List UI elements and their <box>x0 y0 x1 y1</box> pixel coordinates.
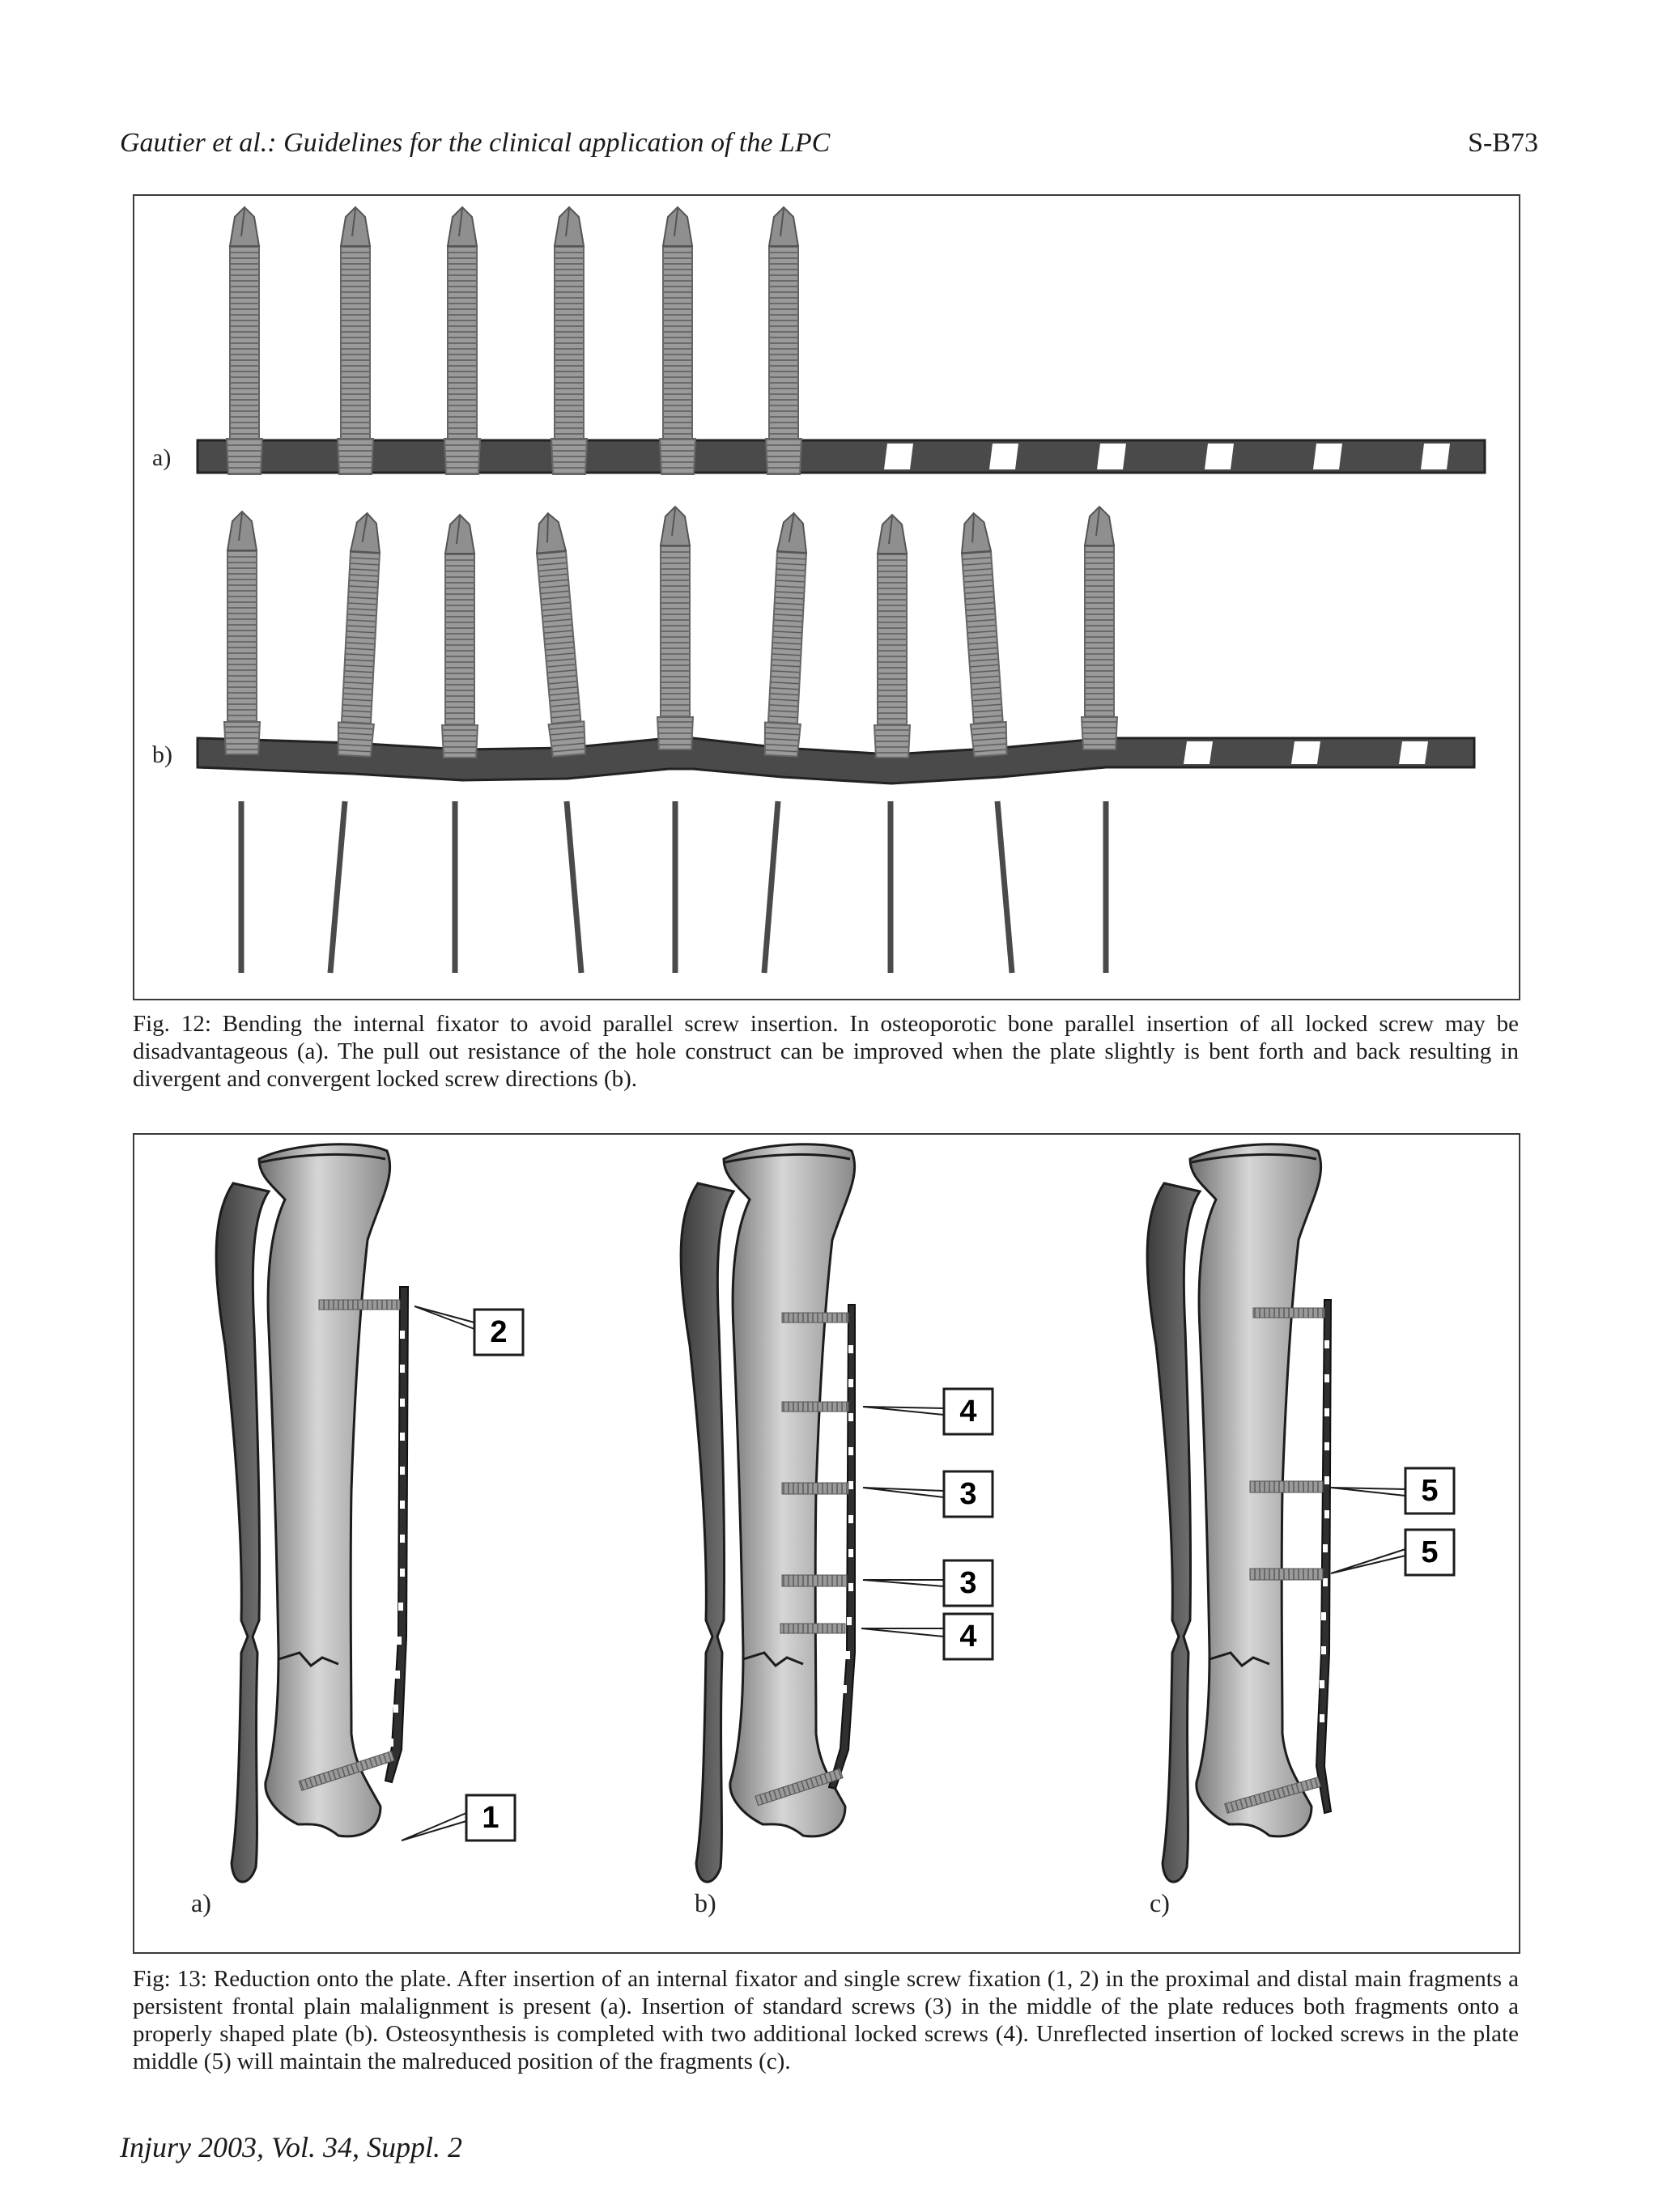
panel-a-label: a) <box>152 444 172 471</box>
callout-2-a <box>414 1306 523 1355</box>
svg-text:1: 1 <box>482 1801 500 1835</box>
plate-straight <box>198 440 1485 473</box>
figure-13 <box>133 1133 1520 1954</box>
callout-5-c-top <box>1331 1468 1454 1514</box>
plate-bent <box>198 738 1474 783</box>
svg-text:4: 4 <box>959 1395 977 1429</box>
divergent-screws-b <box>224 507 1117 758</box>
plate-b <box>829 1305 855 1789</box>
running-title: Gautier et al.: Guidelines for the clinical application of the LPC <box>120 128 831 158</box>
callout-3-b-top <box>863 1471 993 1517</box>
panel-a-label: a) <box>191 1888 211 1917</box>
callout-1-a <box>402 1795 515 1841</box>
panel-b-label: b) <box>695 1888 716 1917</box>
panel-c-leg <box>1147 1144 1331 1882</box>
figure-12 <box>133 194 1520 1000</box>
panel-c-label: c) <box>1150 1888 1170 1917</box>
panel-b-leg <box>681 1144 855 1882</box>
svg-text:5: 5 <box>1421 1535 1439 1569</box>
screw-direction-lines <box>241 801 1106 973</box>
page-number: S-B73 <box>1468 128 1538 158</box>
svg-text:4: 4 <box>959 1620 977 1654</box>
figure-12-illustration <box>134 196 1519 999</box>
panel-a-leg <box>216 1144 408 1882</box>
callout-5-c-bottom <box>1331 1530 1454 1575</box>
figure-13-caption: Fig: 13: Reduction onto the plate. After insertion of an internal fixator and single screw fixation (1, 2) in the proximal and distal main fragments a persistent frontal plain malalignment is present (a). Insertion of standard screws (3) in the middle of the plate reduces both fragments onto a properly shaped plate (b). Osteosynthesis is completed with two additional locked screws (4). Unreflected insertion of locked screws in the plate middle (5) will maintain the malreduced position of the fragments (c). <box>133 1966 1519 2074</box>
svg-text:2: 2 <box>490 1315 508 1349</box>
callout-4-b-bottom <box>861 1614 993 1659</box>
callout-4-b-top <box>863 1389 993 1434</box>
parallel-screws-a <box>227 207 801 474</box>
screw-2 <box>319 1300 400 1310</box>
callout-3-b-bottom <box>863 1560 993 1606</box>
figure-13-illustration <box>134 1135 1519 1952</box>
figure-12-caption: Fig. 12: Bending the internal fixator to avoid parallel screw insertion. In osteoporotic bone parallel insertion of all locked screw may be disadvantageous (a). The pull out resistance of the hole construct can be improved when the plate slightly is bent forth and back resulting in divergent and convergent locked screw directions (b). <box>133 1011 1519 1092</box>
svg-text:3: 3 <box>959 1477 977 1511</box>
svg-text:5: 5 <box>1421 1474 1439 1508</box>
panel-b-label: b) <box>152 741 172 768</box>
svg-text:3: 3 <box>959 1566 977 1600</box>
journal-footer: Injury 2003, Vol. 34, Suppl. 2 <box>120 2131 462 2163</box>
